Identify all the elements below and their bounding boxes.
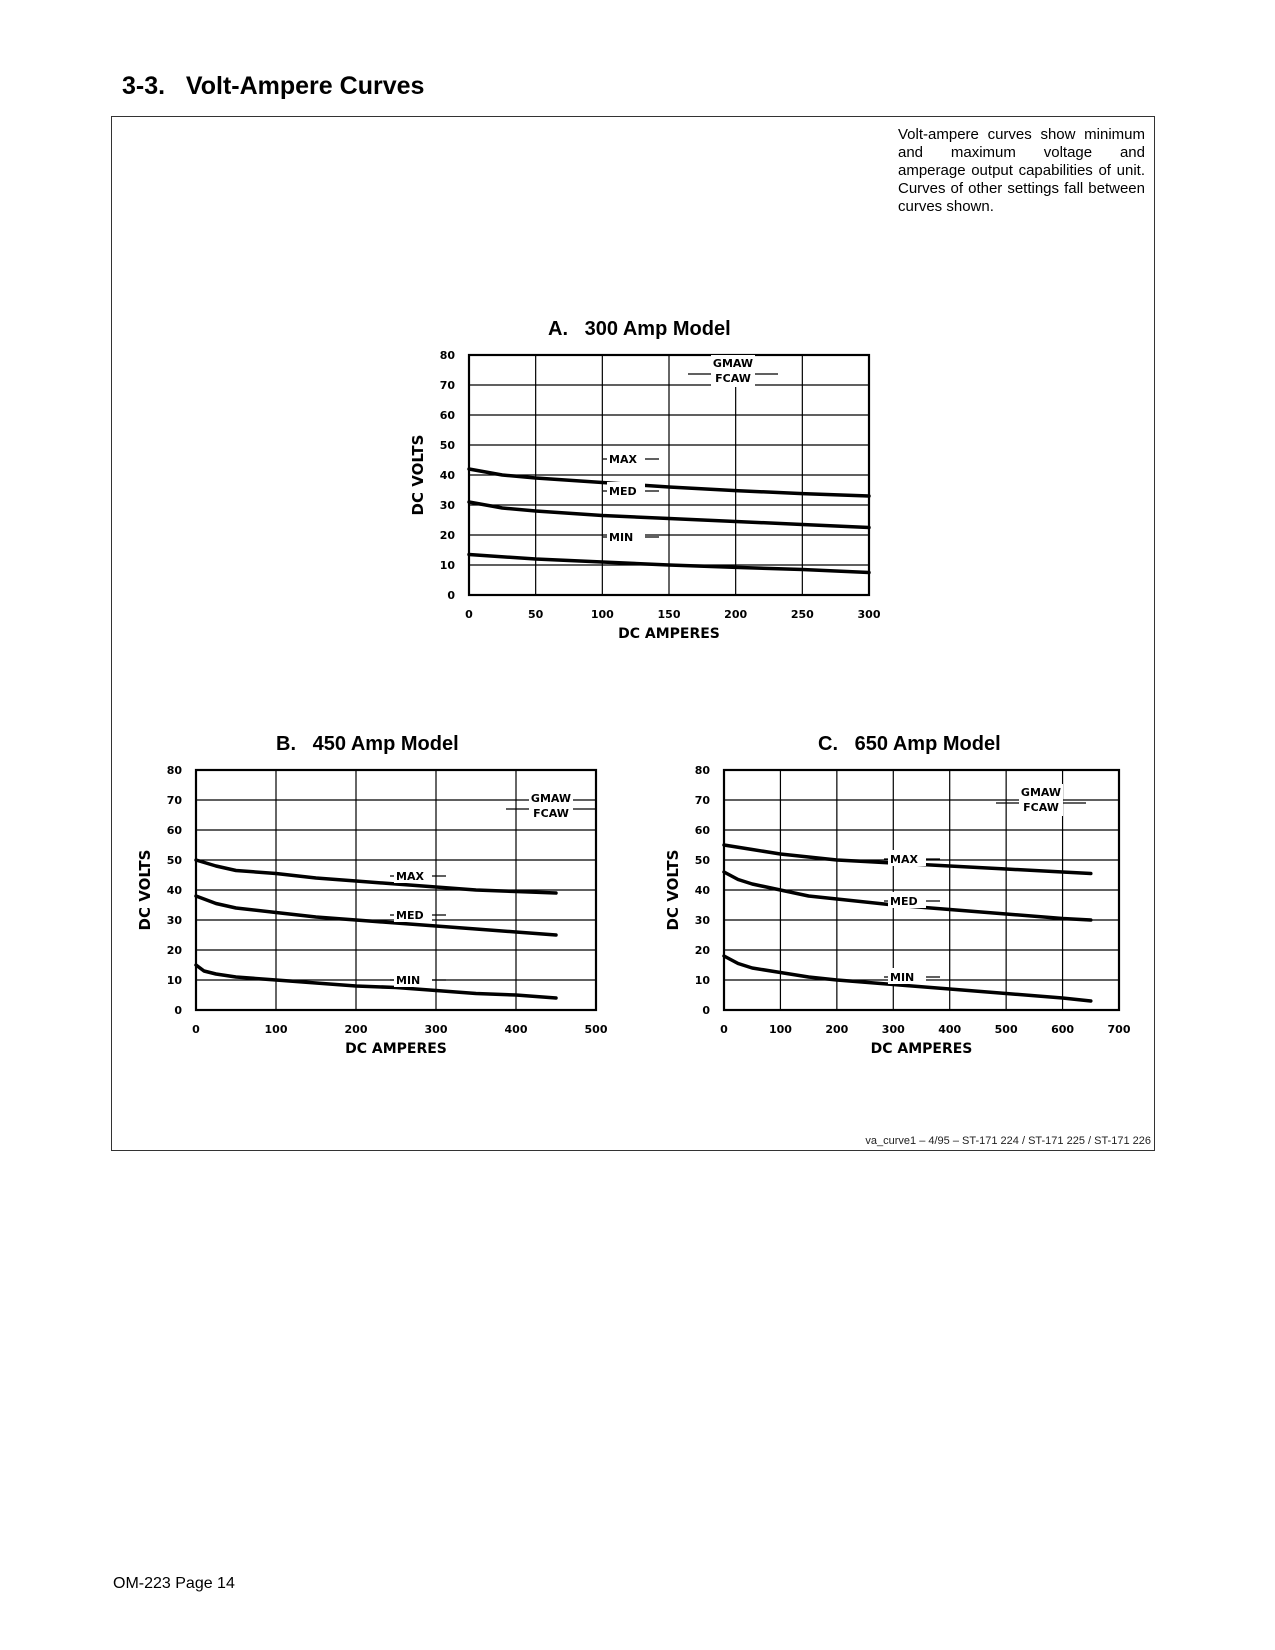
y-tick-label: 30	[439, 499, 455, 512]
y-tick-label: 40	[439, 469, 455, 482]
process-label: FCAW	[715, 372, 751, 385]
x-tick-label: 200	[344, 1023, 368, 1036]
x-tick-label: 50	[528, 608, 544, 621]
y-tick-label: 0	[447, 589, 455, 602]
section-title: 3-3. Volt-Ampere Curves	[122, 72, 425, 100]
y-tick-label: 50	[166, 854, 182, 867]
y-tick-label: 10	[694, 974, 710, 987]
x-tick-label: 300	[857, 608, 881, 621]
chart-c-650-amp	[664, 760, 1164, 1060]
x-tick-label: 100	[768, 1023, 792, 1036]
y-tick-label: 20	[439, 529, 455, 542]
chart-a-title: A. 300 Amp Model	[548, 318, 731, 340]
x-tick-label: 100	[590, 608, 614, 621]
series-label-med: MED	[890, 895, 918, 908]
y-tick-label: 80	[694, 764, 710, 777]
chart-c-title: C. 650 Amp Model	[818, 733, 1001, 755]
x-axis-label: DC AMPERES	[345, 1041, 447, 1057]
page-footer: OM-223 Page 14	[113, 1575, 235, 1592]
x-tick-label: 700	[1107, 1023, 1131, 1036]
x-tick-label: 400	[938, 1023, 962, 1036]
x-tick-label: 0	[192, 1023, 200, 1036]
process-label: FCAW	[1023, 801, 1059, 814]
x-tick-label: 300	[881, 1023, 905, 1036]
y-axis-label: DC VOLTS	[409, 434, 427, 516]
series-line-max	[196, 860, 556, 893]
y-tick-label: 50	[439, 439, 455, 452]
y-tick-label: 80	[166, 764, 182, 777]
y-axis-label: DC VOLTS	[664, 849, 682, 931]
y-tick-label: 80	[439, 349, 455, 362]
y-tick-label: 30	[166, 914, 182, 927]
process-label: GMAW	[530, 792, 572, 805]
y-tick-label: 70	[439, 379, 455, 392]
chart-a-300-amp	[400, 345, 900, 645]
y-tick-label: 0	[702, 1004, 710, 1017]
series-label-med: MED	[609, 485, 637, 498]
y-tick-label: 30	[694, 914, 710, 927]
x-axis-label: DC AMPERES	[870, 1041, 973, 1057]
y-tick-label: 10	[166, 974, 182, 987]
series-label-max: MAX	[396, 870, 424, 883]
x-tick-label: 150	[657, 608, 681, 621]
x-tick-label: 0	[720, 1023, 728, 1036]
process-label: GMAW	[712, 357, 754, 370]
y-tick-label: 20	[694, 944, 710, 957]
process-label: GMAW	[1020, 786, 1062, 799]
series-label-min: MIN	[890, 971, 915, 984]
document-reference: va_curve1 – 4/95 – ST-171 224 / ST-171 225 / ST-171 226	[865, 1135, 1151, 1147]
y-tick-label: 10	[439, 559, 455, 572]
y-tick-label: 20	[166, 944, 182, 957]
x-tick-label: 300	[424, 1023, 448, 1036]
series-label-max: MAX	[890, 853, 918, 866]
y-tick-label: 60	[439, 409, 455, 422]
y-tick-label: 60	[694, 824, 710, 837]
process-label: FCAW	[533, 807, 569, 820]
series-label-max: MAX	[609, 453, 637, 466]
series-label-min: MIN	[609, 531, 634, 544]
x-tick-label: 100	[264, 1023, 288, 1036]
x-tick-label: 500	[994, 1023, 1018, 1036]
x-axis-label: DC AMPERES	[618, 626, 720, 642]
series-line-med	[196, 896, 556, 935]
figure-description: Volt-ampere curves show minimum and maximum voltage and amperage output capabilities of unit. Curves of other settings fall between curves shown.	[898, 126, 1145, 215]
series-label-min: MIN	[396, 974, 421, 987]
y-axis-label: DC VOLTS	[136, 849, 154, 931]
series-label-med: MED	[396, 909, 424, 922]
chart-b-450-amp	[136, 760, 636, 1060]
chart-b-title: B. 450 Amp Model	[276, 733, 459, 755]
y-tick-label: 60	[166, 824, 182, 837]
y-tick-label: 40	[166, 884, 182, 897]
y-tick-label: 40	[694, 884, 710, 897]
x-tick-label: 600	[1051, 1023, 1075, 1036]
series-line-min	[196, 965, 556, 998]
x-tick-label: 200	[825, 1023, 849, 1036]
y-tick-label: 70	[694, 794, 710, 807]
y-tick-label: 0	[174, 1004, 182, 1017]
x-tick-label: 250	[790, 608, 814, 621]
y-tick-label: 50	[694, 854, 710, 867]
x-tick-label: 400	[504, 1023, 528, 1036]
x-tick-label: 500	[584, 1023, 608, 1036]
x-tick-label: 0	[465, 608, 473, 621]
y-tick-label: 70	[166, 794, 182, 807]
x-tick-label: 200	[724, 608, 748, 621]
